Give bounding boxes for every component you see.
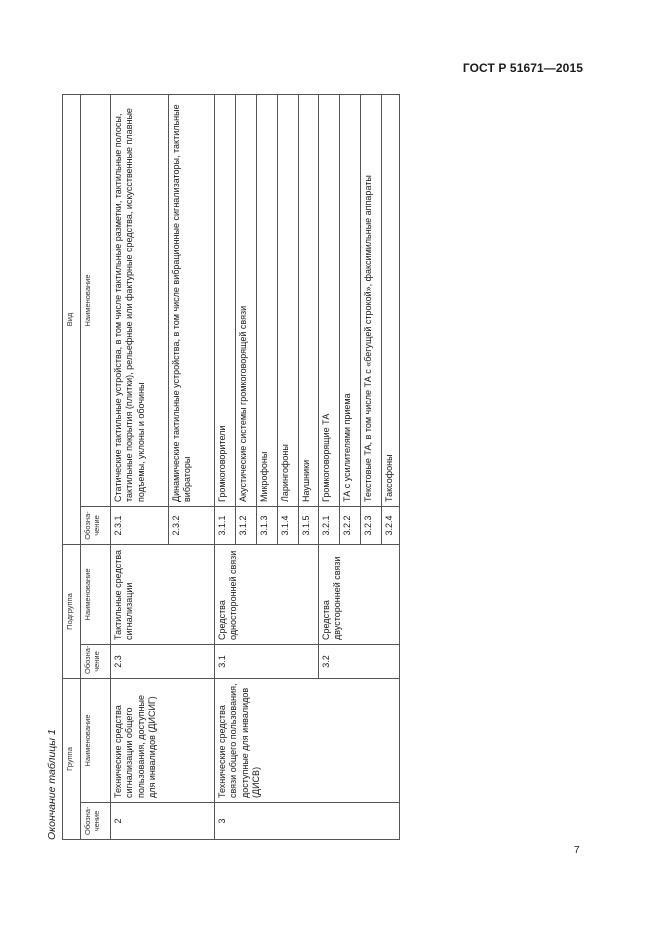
kind-name: Текстовые ТА, в том числе ТА с «бегущей строкой», факсимильные аппараты (361, 94, 382, 506)
kind-code: 3.2.1 (319, 506, 340, 544)
group-code: 2 (111, 803, 215, 840)
kind-name: Динамические тактильные устройства, в том числе вибрационные сигнализаторы, тактильные вибраторы (169, 94, 215, 506)
kind-name: Громкоговорители (215, 94, 236, 506)
kind-name: Акустические системы громкоговорящей связи (236, 94, 257, 506)
subgroup-name: Средства двусторонней связи (319, 544, 400, 644)
group-name: Технические средства связи общего пользования, доступные для инвалидов (ДИСВ) (215, 679, 400, 803)
kind-code: 2.3.2 (169, 506, 215, 544)
header-kind-code: Обозна-чение (81, 506, 111, 544)
kind-name: Статические тактильные устройства, в том числе тактильные разметки, тактильные полосы, тактильные покрытия (плитки), рельефные или фактурные средства, искусственные плавные подъемы, уклоны и обочины (111, 94, 169, 506)
table-caption: Окончание таблицы 1 (46, 729, 58, 840)
subgroup-code: 3.1 (215, 645, 319, 679)
header-subgroup: Подгруппа (63, 544, 81, 678)
header-group-code: Обозна-чение (81, 803, 111, 840)
header-group: Группа (63, 679, 81, 840)
subgroup-name: Тактильные средства сигнализации (111, 544, 215, 644)
kind-code: 3.1.4 (278, 506, 299, 544)
kind-code: 3.1.5 (299, 506, 319, 544)
kind-code: 3.2.3 (361, 506, 382, 544)
classification-table (62, 94, 400, 840)
table-row (111, 94, 169, 839)
kind-code: 3.1.2 (236, 506, 257, 544)
header-subgroup-name: Наименование (81, 544, 111, 644)
kind-code: 2.3.1 (111, 506, 169, 544)
standard-designation: ГОСТ Р 51671—2015 (462, 61, 583, 75)
kind-name: Таксофоны (382, 94, 400, 506)
kind-name: Микрофоны (257, 94, 278, 506)
subgroup-name: Средства односторонней связи (215, 544, 319, 644)
group-code: 3 (215, 803, 400, 840)
kind-code: 3.2.4 (382, 506, 400, 544)
page-number: 7 (574, 845, 580, 856)
kind-name: Громкоговорящие ТА (319, 94, 340, 506)
rotated-table-area (46, 95, 400, 840)
header-row-sub (81, 94, 111, 839)
kind-code: 3.1.3 (257, 506, 278, 544)
kind-name: ТА с усилителями приема (340, 94, 361, 506)
table-row (215, 94, 236, 839)
subgroup-code: 2.3 (111, 645, 215, 679)
kind-code: 3.2.2 (340, 506, 361, 544)
kind-name: Ларингофоны (278, 94, 299, 506)
kind-code: 3.1.1 (215, 506, 236, 544)
header-group-name: Наименование (81, 679, 111, 803)
header-kind: Вид (63, 94, 81, 544)
header-kind-name: Наименование (81, 94, 111, 506)
group-name: Технические средства сигнализации общего пользования, доступные для инвалидов (ДИСИГ) (111, 679, 215, 803)
header-row-top (63, 94, 81, 839)
header-subgroup-code: Обозна-чение (81, 645, 111, 679)
kind-name: Наушники (299, 94, 319, 506)
subgroup-code: 3.2 (319, 645, 400, 679)
